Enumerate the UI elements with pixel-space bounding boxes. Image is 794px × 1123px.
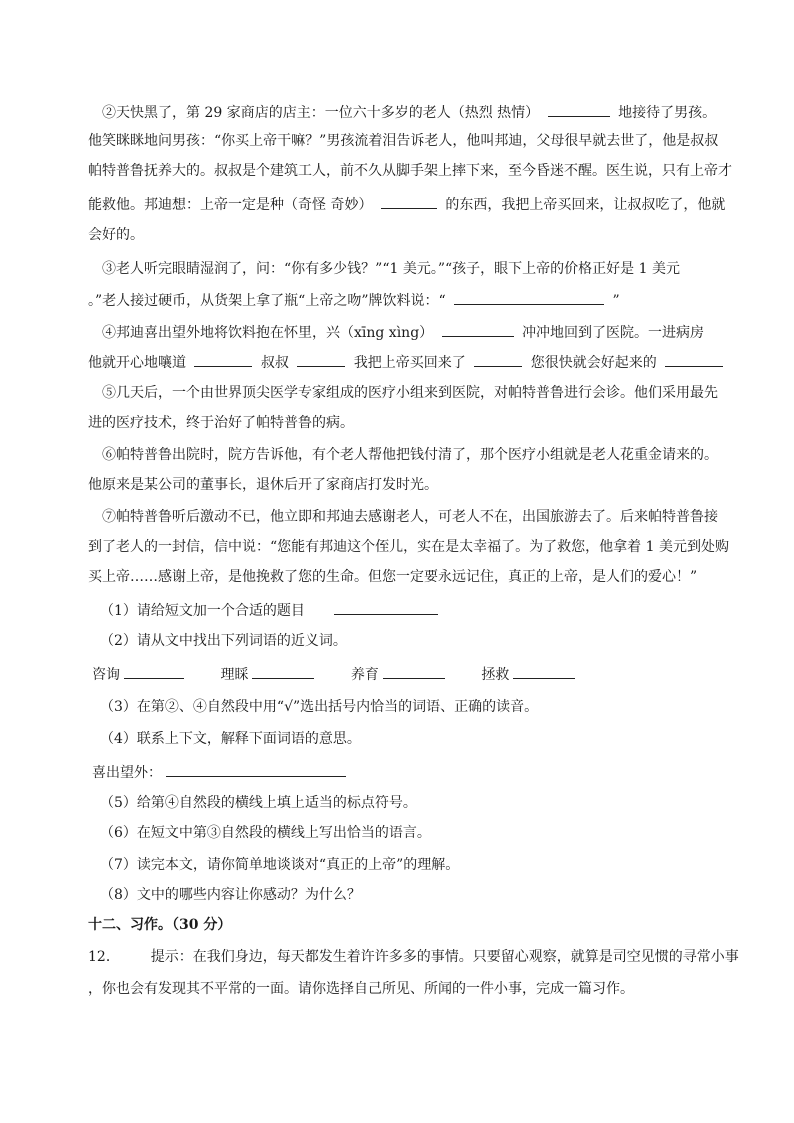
paragraph-2-line-3: 帕特普鲁抚养大的。叔叔是个建筑工人，前不久从脚手架上摔下来，至今昏迷不醒。医生说，只有上帝才 [88, 163, 732, 179]
question-7: （7）读完本文，请你简单地谈谈对“真正的上帝”的理解。 [100, 857, 460, 873]
text-span: 地接待了男孩。 [618, 105, 717, 121]
synonym-item: 拯救 [481, 663, 579, 685]
question-2: （2）请从文中找出下列词语的近义词。 [100, 633, 347, 649]
section-12-line-1 [88, 947, 739, 967]
paragraph-2-line-1 [102, 101, 732, 121]
text-span: 的东西，我把上帝买回来，让叔叔吃了，他就 [445, 197, 726, 213]
paragraph-4-line-1 [102, 321, 732, 341]
synonym-item: 咨询 [92, 663, 188, 685]
paragraph-3-line-2 [88, 289, 718, 309]
paragraph-7-line-3: 买上帝……感谢上帝，是他挽救了您的生命。但您一定要永远记住，真正的上帝，是人们的爱心！” [88, 569, 698, 585]
text-span: 我把上帝买回来了 [353, 355, 466, 371]
question-8: （8）文中的哪些内容让你感动？为什么？ [100, 887, 361, 903]
paragraph-6-line-2: 他原来是某公司的董事长，退休后开了家商店打发时光。 [88, 477, 438, 493]
punctuation-blank[interactable] [665, 351, 723, 367]
answer-blank[interactable] [124, 663, 184, 679]
question-6: （6）在短文中第③自然段的横线上写出恰当的语言。 [100, 825, 431, 841]
text-span: 冲冲地回到了医院。一进病房 [522, 325, 705, 341]
answer-blank[interactable] [513, 663, 575, 679]
answer-blank[interactable] [548, 101, 610, 117]
text-span: 。”老人接过硬币，从货架上拿了瓶“上帝之吻”牌饮料说：“ [88, 293, 446, 309]
paragraph-5-line-1: ⑤几天后，一个由世界顶尖医学专家组成的医疗小组来到医院，对帕特普鲁进行会诊。他们采用最先 [102, 385, 718, 401]
synonym-row [92, 663, 722, 683]
text-span: 叔叔 [260, 355, 289, 371]
text-span: ④邦迪喜出望外地将饮料抱在怀里，兴（xīng xìng） [102, 325, 434, 341]
word-label: 喜出望外： [92, 765, 162, 781]
paragraph-7-line-2: 到了老人的一封信，信中说：“您能有邦迪这个侄儿，实在是太幸福了。为了救您，他拿着 1 美元到处购 [88, 539, 729, 555]
answer-blank[interactable] [334, 599, 438, 615]
section-12-line-2: ，你也会有发现其不平常的一面。请你选择自己所见、所闻的一件小事，完成一篇习作。 [88, 981, 634, 997]
question-5: （5）给第④自然段的横线上填上适当的标点符号。 [100, 795, 417, 811]
synonym-item: 理睬 [220, 663, 318, 685]
question-1 [100, 599, 730, 619]
punctuation-blank[interactable] [474, 351, 522, 367]
paragraph-2-line-5: 会好的。 [88, 227, 144, 243]
punctuation-blank[interactable] [194, 351, 252, 367]
answer-blank[interactable] [252, 663, 314, 679]
answer-blank[interactable] [442, 321, 514, 337]
paragraph-7-line-1: ⑦帕特普鲁听后激动不已，他立即和邦迪去感谢老人，可老人不在，出国旅游去了。后来帕特普鲁接 [102, 509, 718, 525]
question-number: 12． [88, 949, 120, 965]
answer-blank[interactable] [383, 663, 445, 679]
question-4: （4）联系上下文，解释下面词语的意思。 [100, 731, 361, 747]
answer-blank[interactable] [381, 193, 437, 209]
text-span: 他就开心地嚷道 [88, 355, 186, 371]
synonym-item: 养育 [351, 663, 449, 685]
answer-blank[interactable] [454, 289, 604, 305]
prompt-text: 提示：在我们身边，每天都发生着许许多多的事情。只要留心观察，就算是司空见惯的寻常小事 [150, 949, 739, 965]
question-3: （3）在第②、④自然段中用“√”选出括号内恰当的词语、正确的读音。 [100, 699, 539, 715]
paragraph-2-line-2: 他笑眯眯地问男孩：“你买上帝干嘛？”男孩流着泪告诉老人，他叫邦迪，父母很早就去世了，他是叔叔 [88, 133, 719, 149]
text-span: ②天快黑了，第 29 家商店的店主：一位六十多岁的老人（热烈 热情） [102, 105, 540, 121]
paragraph-3-line-1: ③老人听完眼睛湿润了，问：“你有多少钱？”“1 美元。”“孩子，眼下上帝的价格正好是 1 美元 [102, 261, 680, 277]
paragraph-4-line-2 [88, 351, 718, 371]
punctuation-blank[interactable] [297, 351, 345, 367]
text-span: ” [612, 293, 620, 309]
paragraph-5-line-2: 进的医疗技术，终于治好了帕特普鲁的病。 [88, 415, 354, 431]
paragraph-6-line-1: ⑥帕特普鲁出院时，院方告诉他，有个老人帮他把钱付清了，那个医疗小组就是老人花重金请来的。 [102, 447, 718, 463]
paragraph-2-line-4 [88, 193, 726, 213]
answer-blank[interactable] [166, 761, 346, 777]
question-4-word [92, 761, 722, 781]
text-span: 您很快就会好起来的 [530, 355, 657, 371]
text-span: 能救他。邦迪想：上帝一定是种（奇怪 奇妙） [88, 197, 373, 213]
question-text: （1）请给短文加一个合适的题目 [100, 603, 305, 619]
section-heading: 十二、习作。（30 分） [88, 917, 232, 933]
